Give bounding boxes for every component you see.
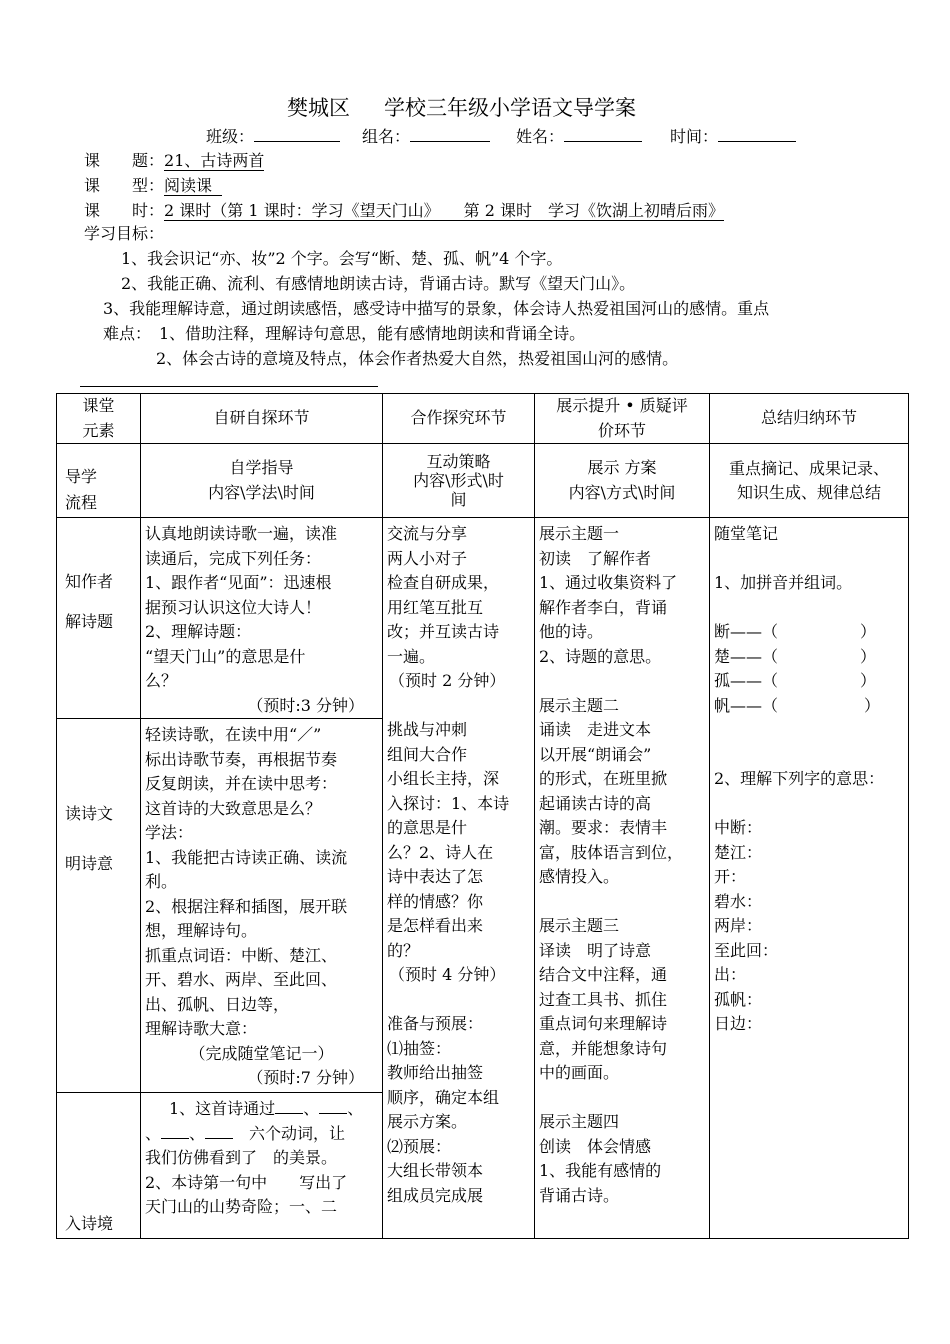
coop-line: 交流与分享 (387, 524, 468, 543)
topic-value: 21、古诗两首 (164, 151, 265, 170)
header-flow: 导学 流程 (57, 444, 141, 518)
header-row-2 (57, 444, 909, 518)
type-row (84, 173, 222, 196)
class-blank[interactable] (254, 127, 340, 142)
coop-challenge-line: 小组长主持，深 (387, 769, 500, 788)
scene-q1b: 、 、 六个动词，让 (145, 1123, 346, 1143)
row-meaning-self-study (141, 719, 383, 1093)
coop-line: 改；并互读古诗 (387, 622, 500, 641)
meaning-task-line: 标出诗歌节奏，再根据节奏 (145, 749, 338, 769)
hours-label: 课 时： (84, 201, 165, 220)
coop-challenge-line: 样的情感？你 (387, 891, 484, 911)
time-blank[interactable] (718, 127, 796, 142)
col-cooperate (383, 518, 535, 1239)
author-task-line: 认真地朗读诗歌一遍，读准 (145, 524, 338, 543)
display-line (539, 1086, 705, 1111)
author-time: （预时:3 分钟） (247, 695, 364, 715)
time-label: 时间： (670, 127, 719, 146)
scene-q2: 2、本诗第一句中 写出了 (145, 1172, 348, 1192)
notes-gap (714, 718, 904, 743)
header-notes: 重点摘记、成果记录、 知识生成、规律总结 (710, 444, 909, 518)
meaning-note: （完成随堂笔记一） (189, 1043, 334, 1063)
scene-q2b: 天门山的山势奇险；一、二 (145, 1197, 338, 1216)
author-task-line: 读通后，完成下列任务： (145, 548, 322, 568)
coop-challenge-line: 的意思是什 (387, 818, 468, 837)
page-title (287, 92, 636, 122)
coop-line: 一遍。 (387, 646, 436, 666)
coop-prep-line: 组成员完成展 (387, 1185, 484, 1205)
display-line: 初读 了解作者 (539, 548, 652, 568)
display-line: 感情投入。 (539, 867, 620, 886)
goal-1: 1、我会识记“亦、妆”2 个字。会写“断、楚、孤、帆”4 个字。 (121, 249, 563, 268)
row-scene-self-study (141, 1093, 383, 1239)
pinyin-item[interactable]: 孤——（ ） (714, 671, 877, 690)
display-line: 重点词句来理解诗 (539, 1014, 668, 1033)
notes-q2: 2、理解下列字的意思： (714, 769, 885, 788)
goal-5: 2、体会古诗的意境及特点，体会作者热爱大自然，热爱祖国山河的感情。 (156, 349, 679, 368)
scene-q1: 1、这首诗通过 、 、 (169, 1099, 364, 1118)
coop-challenge-line: 入探讨：1、本诗 (387, 793, 510, 813)
coop-challenge-line: 挑战与冲刺 (387, 720, 468, 739)
coop-gap (387, 694, 530, 719)
row-author-label: 知作者 解诗题 (57, 518, 141, 719)
coop-prep-line: 教师给出抽签 (387, 1063, 484, 1082)
coop-line: 两人小对子 (387, 548, 468, 568)
display-line: 1、我能有感情的 (539, 1161, 662, 1180)
meaning-item[interactable]: 出： (714, 965, 747, 984)
coop-prep-line: 大组长带领本 (387, 1161, 484, 1180)
meaning-task-line: 轻读诗歌，在读中用“／” (145, 725, 322, 744)
display-line (539, 669, 705, 694)
display-line: 中的画面。 (539, 1063, 620, 1082)
coop-line: 用红笔互批互 (387, 597, 484, 617)
display-line (539, 890, 705, 915)
meaning-task-line: 学法： (145, 823, 194, 842)
coop-challenge-line: 的？ (387, 940, 420, 960)
goal-3: 3、我能理解诗意，通过朗读感悟，感受诗中描写的景象，体会诗人热爱祖国河山的感情。重点 (103, 299, 770, 318)
meaning-item[interactable]: 至此回： (714, 940, 779, 960)
col-display (535, 518, 710, 1239)
header-element: 课堂 元素 (57, 394, 141, 444)
meaning-item[interactable]: 楚江： (714, 842, 763, 862)
display-line: 结合文中注释，通 (539, 965, 668, 984)
meaning-task-line: 反复朗读，并在读中思考： (145, 774, 338, 793)
goal-4: 难点： 1、借助注释，理解诗句意思，能有感情地朗读和背诵全诗。 (103, 324, 586, 343)
display-line: 译读 明了诗意 (539, 940, 652, 960)
topic-row (84, 148, 264, 171)
coop-challenge-line: 诗中表达了怎 (387, 867, 484, 886)
coop-time-1: （预时 2 分钟） (389, 671, 506, 690)
display-line: 解作者李白，背诵 (539, 597, 668, 617)
meaning-item[interactable]: 碧水： (714, 891, 763, 911)
meaning-task-line: 开、碧水、两岸、至此回、 (145, 970, 338, 989)
title-district: 樊城区 (287, 96, 350, 120)
coop-challenge-line: 么？2、诗人在 (387, 842, 494, 862)
display-line: 1、通过收集资料了 (539, 573, 678, 592)
display-line: 以开展“朗诵会” (539, 744, 652, 764)
meaning-task-line: 抓重点词语：中断、楚江、 (145, 945, 338, 965)
type-label: 课 型： (84, 176, 165, 195)
meaning-task-line: 1、我能把古诗读正确、读流 (145, 847, 348, 867)
scene-q1c: 我们仿佛看到了 的美景。 (145, 1148, 338, 1167)
meaning-item[interactable]: 孤帆： (714, 989, 763, 1009)
meaning-item[interactable]: 中断： (714, 818, 763, 837)
info-line (206, 124, 796, 147)
coop-prep-line: 准备与预展： (387, 1014, 484, 1033)
row-scene-label: 入诗境 (57, 1093, 141, 1239)
group-blank[interactable] (410, 127, 490, 142)
meaning-item[interactable]: 日边： (714, 1014, 763, 1033)
pinyin-item[interactable]: 楚——（ ） (714, 646, 877, 666)
group-label: 组名： (362, 127, 411, 146)
col-summary (710, 518, 909, 1239)
display-line: 富，肢体语言到位， (539, 842, 684, 862)
notes-gap (714, 596, 904, 621)
divider (80, 386, 378, 387)
header-guide: 自学指导 内容\学法\时间 (141, 444, 383, 518)
coop-gap (387, 988, 530, 1013)
notes-gap (714, 547, 904, 572)
meaning-item[interactable]: 开： (714, 867, 747, 886)
meaning-item[interactable]: 两岸： (714, 916, 763, 935)
author-task-line: 1、跟作者“见面”：迅速根 (145, 573, 332, 592)
pinyin-item[interactable]: 断——（ ） (714, 622, 877, 641)
author-task-line: 2、理解诗题： (145, 622, 252, 641)
display-line: 创读 体会情感 (539, 1136, 652, 1156)
topic-label: 课 题： (84, 151, 165, 170)
display-line: 意，并能想象诗句 (539, 1038, 668, 1058)
row-author (57, 518, 909, 719)
meaning-task-line: 利。 (145, 872, 178, 891)
row-author-self-study (141, 518, 383, 719)
meaning-task-line: 想，理解诗句。 (145, 921, 258, 940)
notes-title: 随堂笔记 (714, 524, 779, 543)
display-line: 2、诗题的意思。 (539, 646, 662, 666)
meaning-time: （预时:7 分钟） (247, 1068, 364, 1087)
display-line: 起诵读古诗的高 (539, 793, 652, 813)
display-line: 潮。要求：表情丰 (539, 818, 668, 837)
display-line: 的形式，在班里掀 (539, 769, 668, 788)
author-task-line: “望天门山”的意思是什 (145, 646, 306, 666)
header-cooperate: 合作探究环节 (383, 394, 535, 444)
hours-value: 2 课时（第 1 课时：学习《望天门山》 第 2 课时 学习《饮湖上初晴后雨》 (164, 201, 724, 220)
header-plan: 展示 方案 内容\方式\时间 (535, 444, 710, 518)
coop-challenge-line: 组间大合作 (387, 744, 468, 764)
meaning-task-line: 理解诗歌大意： (145, 1019, 258, 1038)
header-display: 展示提升 • 质疑评 价环节 (535, 394, 710, 444)
notes-gap (714, 792, 904, 817)
pinyin-item[interactable]: 帆——（ ） (714, 695, 881, 715)
display-line: 展示主题四 (539, 1112, 620, 1131)
goals-label: 学习目标： (84, 224, 165, 243)
row-meaning-label: 读诗文 明诗意 (57, 719, 141, 1093)
header-summary: 总结归纳环节 (710, 394, 909, 444)
meaning-task-line: 2、根据注释和插图，展开联 (145, 896, 348, 916)
display-line: 过查工具书、抓住 (539, 989, 668, 1009)
goal-2: 2、我能正确、流利、有感情地朗读古诗，背诵古诗。默写《望天门山》。 (121, 274, 636, 293)
coop-prep-line: 展示方案。 (387, 1112, 468, 1131)
header-strategy: 互动策略 内容\形式\时 间 (383, 444, 535, 518)
name-blank[interactable] (564, 127, 642, 142)
header-row-1 (57, 394, 909, 444)
header-self-study: 自研自探环节 (141, 394, 383, 444)
lesson-table (56, 393, 909, 1239)
class-label: 班级： (206, 127, 255, 146)
display-line: 展示主题三 (539, 916, 620, 935)
coop-time-2: （预时 4 分钟） (389, 965, 506, 984)
author-task-line: 据预习认识这位大诗人！ (145, 597, 322, 617)
meaning-task-line: 出、孤帆、日边等， (145, 994, 290, 1014)
hours-row (84, 198, 724, 221)
coop-challenge-line: 是怎样看出来 (387, 916, 484, 935)
display-line: 他的诗。 (539, 622, 604, 641)
notes-gap (714, 743, 904, 768)
name-label: 姓名： (516, 127, 565, 146)
display-line: 展示主题一 (539, 524, 620, 543)
notes-q1: 1、加拼音并组词。 (714, 573, 853, 592)
coop-prep-line: ⑵预展： (387, 1136, 452, 1156)
title-school: 学校三年级小学语文导学案 (384, 96, 636, 120)
display-line: 展示主题二 (539, 695, 620, 715)
display-line: 背诵古诗。 (539, 1185, 620, 1205)
coop-prep-line: ⑴抽签： (387, 1038, 452, 1058)
type-value: 阅读课 (164, 176, 222, 196)
coop-prep-line: 顺序，确定本组 (387, 1087, 500, 1107)
display-line: 诵读 走进文本 (539, 720, 652, 739)
meaning-task-line: 这首诗的大致意思是么？ (145, 798, 322, 818)
coop-line: 检查自研成果， (387, 573, 500, 592)
author-task-line: 么？ (145, 671, 178, 690)
